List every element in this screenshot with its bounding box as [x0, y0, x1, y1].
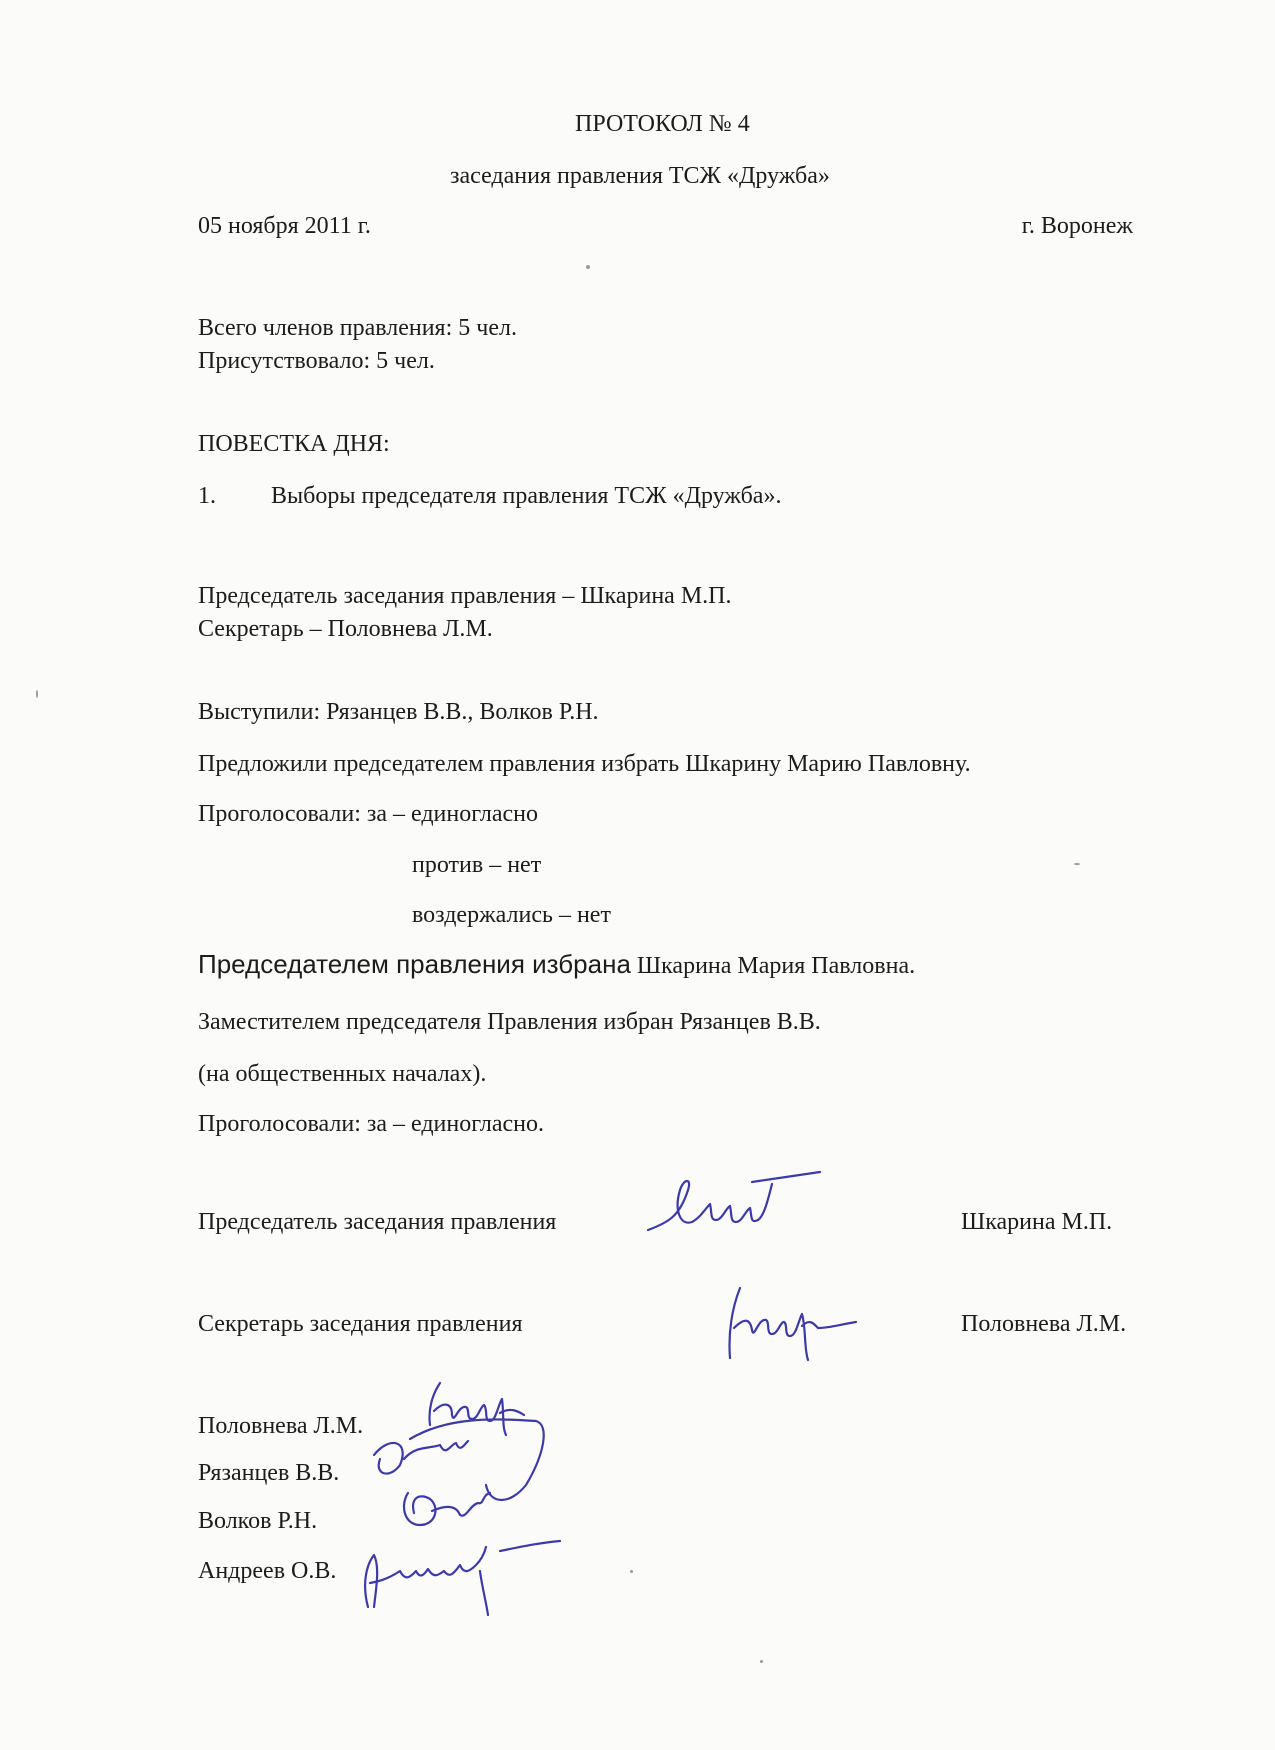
vote-abstain-line: воздержались – нет: [412, 902, 611, 928]
vote-for-line: Проголосовали: за – единогласно: [198, 801, 538, 827]
attendance-present: Присутствовало: 5 чел.: [198, 348, 435, 374]
agenda-item-text: Выборы председателя правления ТСЖ «Дружба».: [271, 483, 782, 509]
document-title: ПРОТОКОЛ № 4: [575, 111, 750, 137]
final-vote-line: Проголосовали: за – единогласно.: [198, 1111, 544, 1137]
scan-speck: [1074, 863, 1080, 865]
scan-speck: [36, 690, 38, 698]
document-subtitle: заседания правления ТСЖ «Дружба»: [450, 163, 830, 189]
speakers-line: Выступили: Рязанцев В.В., Волков Р.Н.: [198, 699, 599, 725]
scan-speck: [760, 1660, 763, 1663]
member-signatures: [360, 1375, 660, 1625]
secretary-signature: [710, 1278, 860, 1368]
election-result: [198, 950, 915, 980]
document-city: г. Воронеж: [1021, 213, 1133, 239]
member-name: Андреев О.В.: [198, 1558, 337, 1584]
scan-speck: [630, 1570, 633, 1573]
chair-signature-name: Шкарина М.П.: [961, 1209, 1113, 1235]
document-date: 05 ноября 2011 г.: [198, 213, 371, 239]
meeting-chair: Председатель заседания правления – Шкарина М.П.: [198, 583, 732, 609]
meeting-secretary: Секретарь – Половнева Л.М.: [198, 616, 493, 642]
secretary-signature-name: Половнева Л.М.: [961, 1311, 1127, 1337]
agenda-heading: ПОВЕСТКА ДНЯ:: [198, 431, 390, 457]
attendance-total: Всего членов правления: 5 чел.: [198, 315, 517, 341]
deputy-note: (на общественных началах).: [198, 1061, 487, 1087]
member-name: Волков Р.Н.: [198, 1508, 318, 1534]
election-result-name: Шкарина Мария Павловна.: [636, 953, 916, 979]
vote-against-line: против – нет: [412, 852, 542, 878]
chair-signature: [640, 1160, 830, 1250]
agenda-item-number: 1.: [198, 483, 216, 509]
secretary-signature-label: Секретарь заседания правления: [198, 1311, 523, 1337]
proposal-line: Предложили председателем правления избрать Шкарину Марию Павловну.: [198, 751, 971, 777]
member-name: Рязанцев В.В.: [198, 1460, 340, 1486]
election-result-prefix: Председателем правления избрана: [198, 949, 631, 979]
scan-speck: [586, 265, 590, 269]
deputy-line: Заместителем председателя Правления избран Рязанцев В.В.: [198, 1009, 821, 1035]
member-name: Половнева Л.М.: [198, 1413, 364, 1439]
chair-signature-label: Председатель заседания правления: [198, 1209, 557, 1235]
